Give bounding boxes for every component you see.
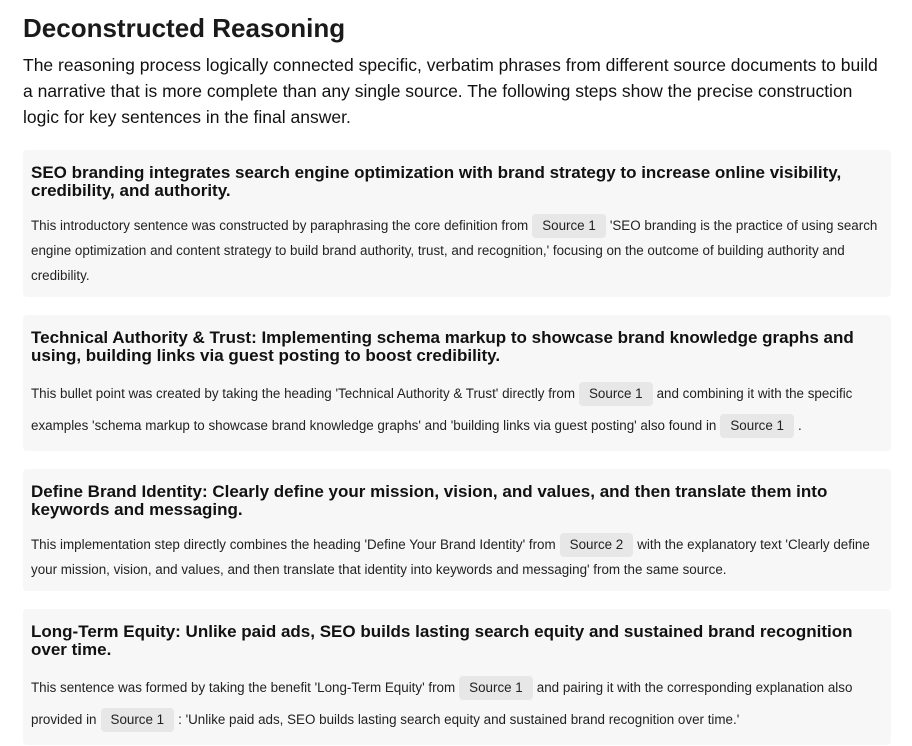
source-chip[interactable]: Source 2 (560, 533, 634, 557)
source-chip[interactable]: Source 1 (720, 414, 794, 438)
source-chip[interactable]: Source 1 (532, 214, 606, 238)
reasoning-card (23, 315, 891, 451)
card-heading: Long-Term Equity: Unlike paid ads, SEO builds lasting search equity and sustained brand recognition over time. (31, 622, 853, 659)
explanation-text: 'SEO branding is the practice of using search engine optimization and content strategy to build brand authority, trust, and recognition,' focusing on the outcome of building authority and credibility. (31, 218, 878, 283)
card-explanation (31, 672, 883, 736)
explanation-text: This introductory sentence was constructed by paraphrasing the core definition from (31, 218, 529, 233)
explanation-text: with the explanatory text 'Clearly define your mission, vision, and values, and then translate that identity into keywords and messaging' from the same source. (31, 537, 870, 577)
card-heading: Define Brand Identity: Clearly define your mission, vision, and values, and then translate them into keywords and messaging. (31, 482, 828, 519)
reasoning-card (23, 609, 891, 745)
card-explanation (31, 378, 883, 442)
explanation-text: . (797, 418, 802, 433)
card-heading: SEO branding integrates search engine optimization with brand strategy to increase online visibility, credibility, and authority. (31, 163, 842, 200)
reasoning-card (23, 150, 891, 297)
page-title: Deconstructed Reasoning (23, 13, 346, 43)
explanation-text: : 'Unlike paid ads, SEO builds lasting search equity and sustained brand recognition over time.' (178, 712, 740, 727)
source-chip[interactable]: Source 1 (101, 708, 175, 732)
explanation-text: This implementation step directly combines the heading 'Define Your Brand Identity' from (31, 537, 556, 552)
intro-paragraph: The reasoning process logically connected specific, verbatim phrases from different source documents to build a narrative that is more complete than any single source. The following steps show the precise construction logic for key sentences in the final answer. (23, 55, 878, 127)
card-heading: Technical Authority & Trust: Implementing schema markup to showcase brand knowledge graphs and using, building links via guest posting to boost credibility. (31, 328, 854, 365)
source-chip[interactable]: Source 1 (459, 676, 533, 700)
source-chip[interactable]: Source 1 (579, 382, 653, 406)
explanation-text: and combining it with the specific examples 'schema markup to showcase brand knowledge graphs' and 'building links via guest posting' also found in (31, 386, 853, 433)
reasoning-card (23, 469, 891, 591)
explanation-text: This bullet point was created by taking the heading 'Technical Authority & Trust' directly from (31, 386, 575, 401)
explanation-text: This sentence was formed by taking the benefit 'Long-Term Equity' from (31, 680, 456, 695)
explanation-text: and pairing it with the corresponding explanation also provided in (31, 680, 853, 727)
card-explanation (31, 532, 883, 582)
card-explanation (31, 213, 883, 288)
